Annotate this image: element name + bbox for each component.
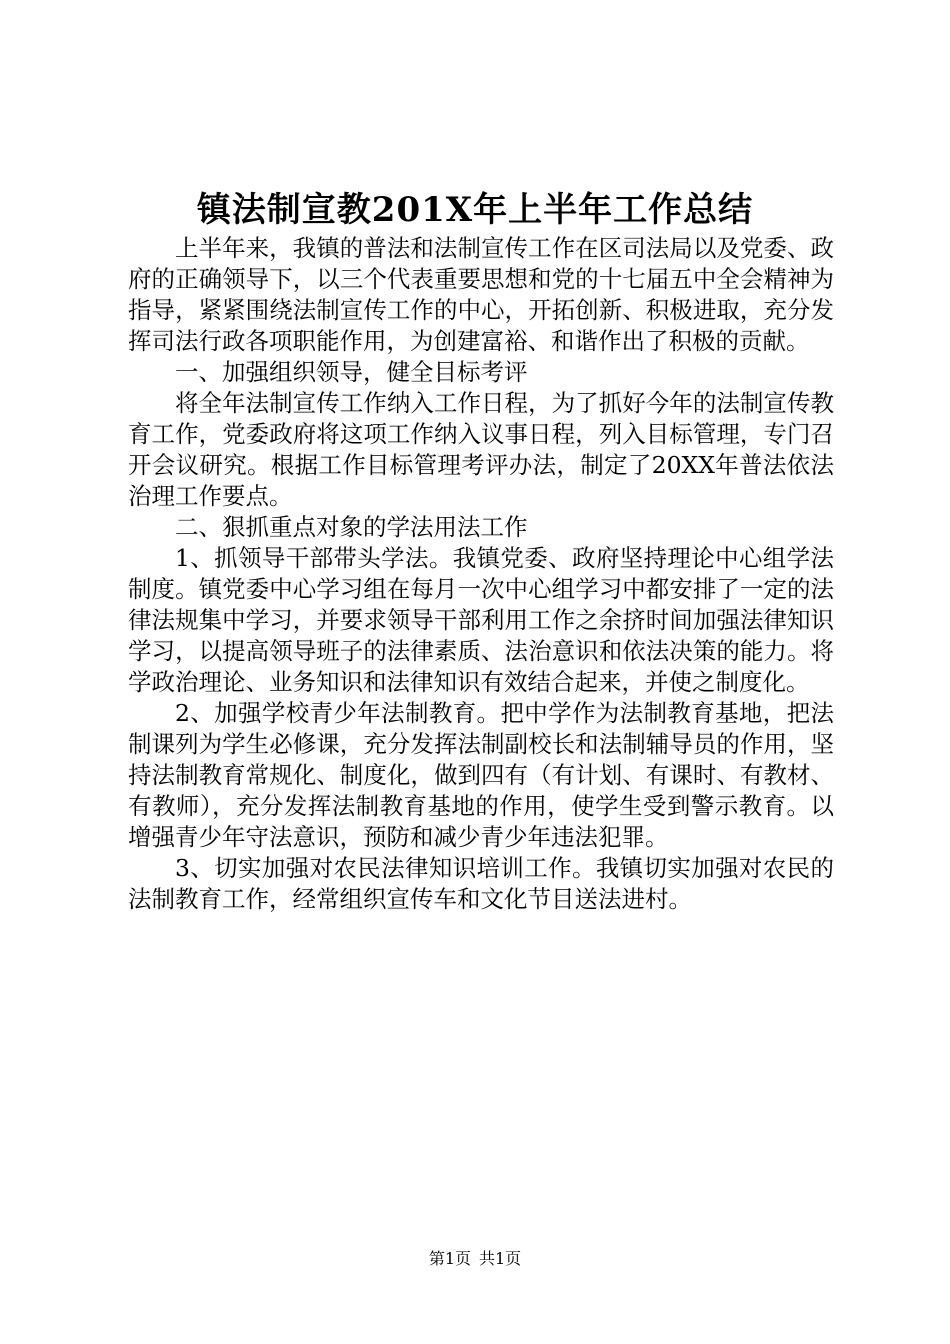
page-footer <box>0 1248 950 1270</box>
paragraph-item-2: 2、加强学校青少年法制教育。把中学作为法制教育基地，把法制课列为学生必修课，充分发挥法制副校长和法制辅导员的作用，坚持法制教育常规化、制度化，做到四有（有计划、有课时、有教材、有教师），充分发挥法制教育基地的作用，使学生受到警示教育。以增强青少年守法意识，预防和减少青少年违法犯罪。 <box>128 699 834 851</box>
paragraph-item-3: 3、切实加强对农民法律知识培训工作。我镇切实加强对农民的法制教育工作，经常组织宣传车和文化节目送法进村。 <box>128 854 834 913</box>
paragraph-item-1: 1、抓领导干部带头学法。我镇党委、政府坚持理论中心组学法制度。镇党委中心学习组在每月一次中心组学习中都安排了一定的法律法规集中学习，并要求领导干部利用工作之余挤时间加强法律知识学习，以提高领导班子的法律素质、法治意识和依法决策的能力。将学政治理论、业务知识和法律知识有效结合起来，并使之制度化。 <box>128 544 834 696</box>
paragraph-intro: 上半年来，我镇的普法和法制宣传工作在区司法局以及党委、政府的正确领导下，以三个代表重要思想和党的十七届五中全会精神为指导，紧紧围绕法制宣传工作的中心，开拓创新、积极进取，充分发挥司法行政各项职能作用，为创建富裕、和谐作出了积极的贡献。 <box>128 234 834 355</box>
page-total: 共1页 <box>479 1249 522 1268</box>
page-number: 第1页 <box>428 1249 471 1268</box>
section-heading-1: 一、加强组织领导，健全目标考评 <box>175 358 528 386</box>
paragraph-section-1: 将全年法制宣传工作纳入工作日程，为了抓好今年的法制宣传教育工作，党委政府将这项工作纳入议事日程，列入目标管理，专门召开会议研究。根据工作目标管理考评办法，制定了20XX年普法依法治理工作要点。 <box>128 389 834 510</box>
document-title: 镇法制宣教201X年上半年工作总结 <box>196 190 754 230</box>
section-heading-2: 二、狠抓重点对象的学法用法工作 <box>175 513 528 541</box>
document-body <box>128 233 834 915</box>
